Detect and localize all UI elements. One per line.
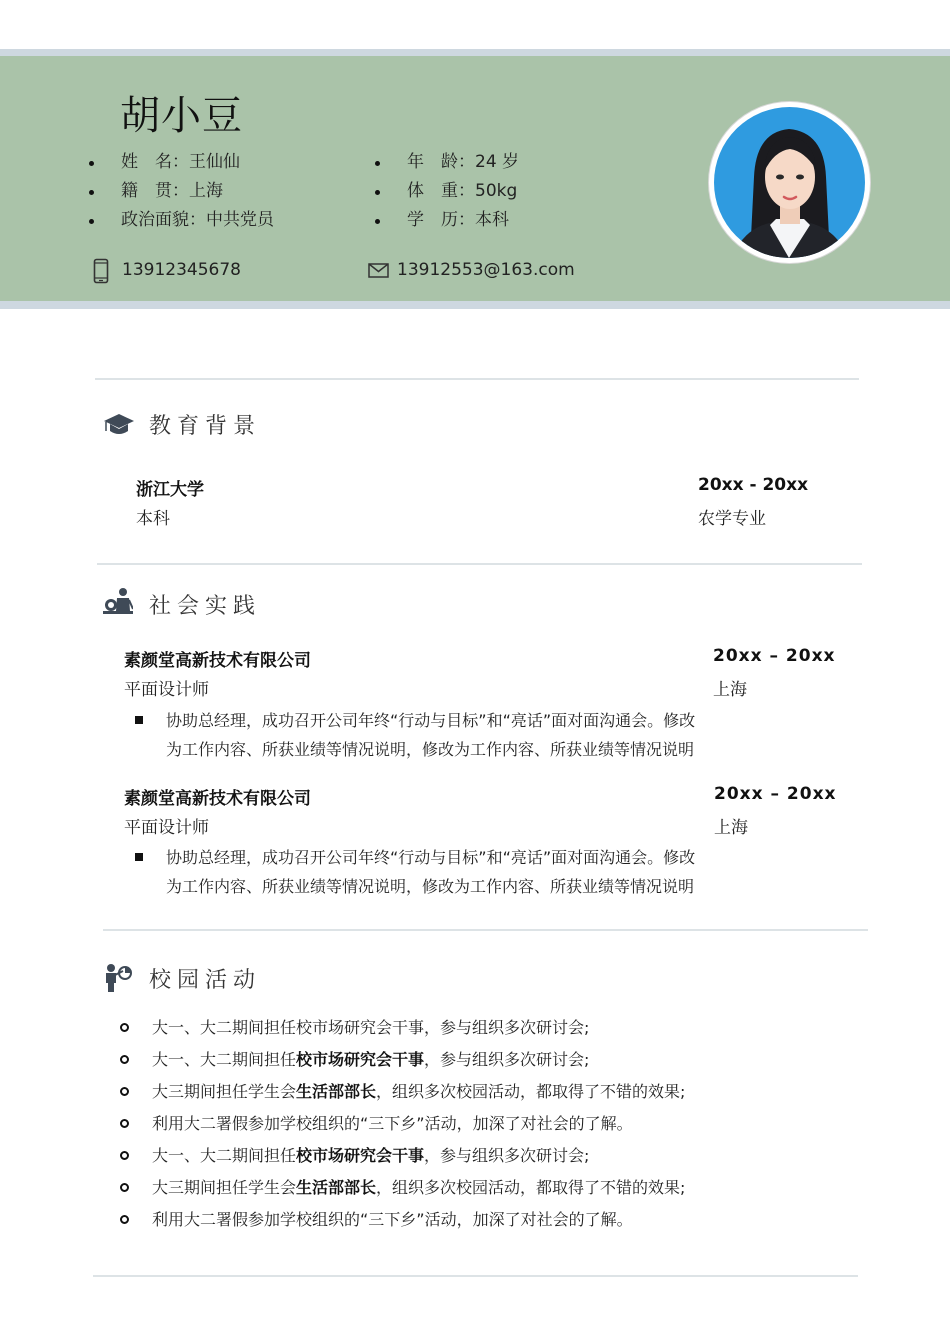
degree: 本科: [136, 509, 170, 529]
divider: [93, 1275, 858, 1277]
job-description: 协助总经理，成功召开公司年终“行动与目标”和“亮话”面对面沟通会。修改 为工作内容、所获业绩等情况说明，修改为工作内容、所获业绩等情况说明: [166, 711, 696, 759]
list-item: 大一、大二期间担任校市场研究会干事，参与组织多次研讨会;: [152, 1012, 685, 1044]
team-icon: [103, 587, 133, 616]
school-name: 浙江大学: [136, 480, 204, 500]
candidate-name: 胡小豆: [120, 93, 243, 139]
job-role: 平面设计师: [124, 818, 209, 838]
job-location: 上海: [713, 680, 747, 700]
divider: [103, 929, 868, 931]
job-location: 上海: [714, 818, 748, 838]
personal-info-left: [121, 148, 274, 235]
job-description: 协助总经理，成功召开公司年终“行动与目标”和“亮话”面对面沟通会。修改 为工作内容、所获业绩等情况说明，修改为工作内容、所获业绩等情况说明: [166, 848, 696, 896]
header-top-band: [0, 49, 950, 56]
company-name: 素颜堂高新技术有限公司: [124, 651, 311, 671]
practice-dates: 20xx – 20xx: [713, 646, 836, 666]
graduation-cap-icon: [103, 412, 135, 438]
info-item-education: 学 历：本科: [407, 206, 519, 235]
section-title-campus: 校园活动: [149, 968, 262, 993]
section-title-education: 教育背景: [149, 414, 262, 439]
info-item-age: 年 龄：24 岁: [407, 148, 519, 177]
info-item-political: 政治面貌：中共党员: [121, 206, 274, 235]
email-address: 13912553@163.com: [397, 260, 575, 280]
company-name: 素颜堂高新技术有限公司: [124, 789, 311, 809]
list-item: 大三期间担任学生会生活部部长，组织多次校园活动，都取得了不错的效果;: [152, 1076, 685, 1108]
list-item: 大一、大二期间担任校市场研究会干事，参与组织多次研讨会;: [152, 1044, 685, 1076]
divider: [95, 378, 859, 380]
personal-info-right: [407, 148, 519, 235]
divider: [97, 563, 862, 565]
education-dates: 20xx - 20xx: [698, 475, 809, 495]
phone-icon: [93, 258, 109, 284]
major: 农学专业: [698, 509, 766, 529]
list-item: 大一、大二期间担任校市场研究会干事，参与组织多次研讨会;: [152, 1140, 685, 1172]
list-item: 利用大二署假参加学校组织的“三下乡”活动，加深了对社会的了解。: [152, 1108, 685, 1140]
header-bottom-band: [0, 301, 950, 309]
list-item: 大三期间担任学生会生活部部长，组织多次校园活动，都取得了不错的效果;: [152, 1172, 685, 1204]
job-role: 平面设计师: [124, 680, 209, 700]
list-item: 利用大二署假参加学校组织的“三下乡”活动，加深了对社会的了解。: [152, 1204, 685, 1236]
bullet-square: [135, 853, 143, 861]
contact-phone: [122, 258, 241, 282]
contact-email: [397, 258, 575, 282]
campus-activity-list: [152, 1012, 685, 1236]
info-item-weight: 体 重：50kg: [407, 177, 519, 206]
info-item-hometown: 籍 贯：上海: [121, 177, 274, 206]
bullet-square: [135, 716, 143, 724]
mail-icon: [368, 258, 389, 282]
info-item-name: 姓 名：王仙仙: [121, 148, 274, 177]
avatar-photo: [714, 107, 865, 258]
section-title-practice: 社会实践: [149, 594, 262, 619]
avatar: [709, 102, 870, 263]
phone-number: 13912345678: [122, 260, 241, 280]
practice-dates: 20xx – 20xx: [714, 784, 837, 804]
presenter-icon: [103, 963, 133, 993]
